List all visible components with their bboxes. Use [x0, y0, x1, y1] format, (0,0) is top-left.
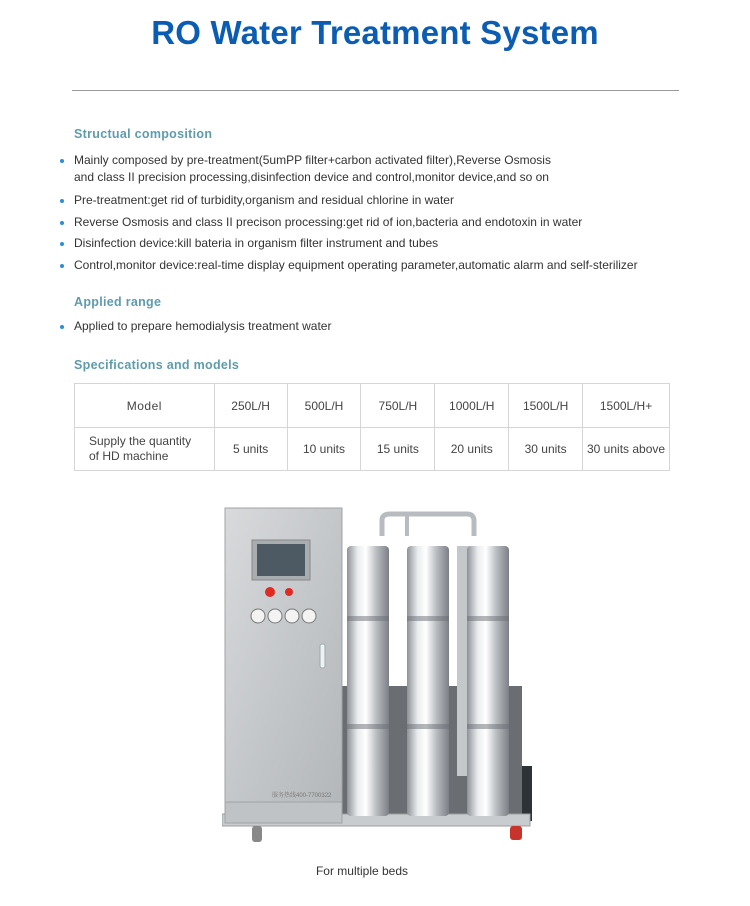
- table-cell: 10 units: [287, 428, 361, 471]
- bullet-icon: [60, 264, 64, 268]
- table-cell: 15 units: [361, 428, 435, 471]
- image-caption: For multiple beds: [315, 864, 409, 878]
- section-heading-structural: Structual composition: [74, 127, 213, 141]
- list-item: Disinfection device:kill bateria in organism filter instrument and tubes: [60, 235, 438, 252]
- list-item: Pre-treatment:get rid of turbidity,organism and residual chlorine in water: [60, 192, 454, 209]
- table-cell: 20 units: [435, 428, 509, 471]
- table-cell: 30 units: [509, 428, 583, 471]
- table-cell: 500L/H: [287, 384, 361, 428]
- bullet-icon: [60, 242, 64, 246]
- title-divider: [72, 90, 679, 91]
- bullet-icon: [60, 325, 64, 329]
- red-button: [265, 587, 275, 597]
- table-cell: 1500L/H: [509, 384, 583, 428]
- filter-columns: [347, 546, 509, 816]
- list-item: Control,monitor device:real-time display equipment operating parameter,automatic alarm and self-sterilizer: [60, 257, 638, 274]
- table-cell: 250L/H: [214, 384, 287, 428]
- table-row-quantity: [75, 428, 670, 471]
- list-item: Mainly composed by pre-treatment(5umPP filter+carbon activated filter),Reverse Osmosis and class II precision processing,disinfection device and control,monitor device,and so on: [60, 152, 551, 186]
- bullet-icon: [60, 221, 64, 225]
- section-heading-specs: Specifications and models: [74, 358, 240, 372]
- section-heading-applied: Applied range: [74, 295, 162, 309]
- list-item: Applied to prepare hemodialysis treatment water: [60, 318, 331, 335]
- table-row-model: [75, 384, 670, 428]
- table-cell: 30 units above: [583, 428, 670, 471]
- cabinet-label: 服务热线400-7700322: [272, 793, 332, 799]
- page-title: RO Water Treatment System: [151, 14, 599, 51]
- product-photo: [222, 506, 534, 854]
- bullet-icon: [60, 199, 64, 203]
- casters: [252, 826, 522, 842]
- table-cell: 5 units: [214, 428, 287, 471]
- table-header-quantity: Supply the quantity of HD machine: [75, 428, 215, 471]
- table-cell: 1000L/H: [435, 384, 509, 428]
- table-header-model: Model: [75, 384, 215, 428]
- red-button: [285, 588, 293, 596]
- list-item: Reverse Osmosis and class II precison processing:get rid of ion,bacteria and endotoxin in water: [60, 214, 582, 231]
- table-cell: 750L/H: [361, 384, 435, 428]
- spec-table: [74, 383, 670, 471]
- control-cabinet: [225, 508, 342, 823]
- table-cell: 1500L/H+: [583, 384, 670, 428]
- bullet-icon: [60, 159, 64, 163]
